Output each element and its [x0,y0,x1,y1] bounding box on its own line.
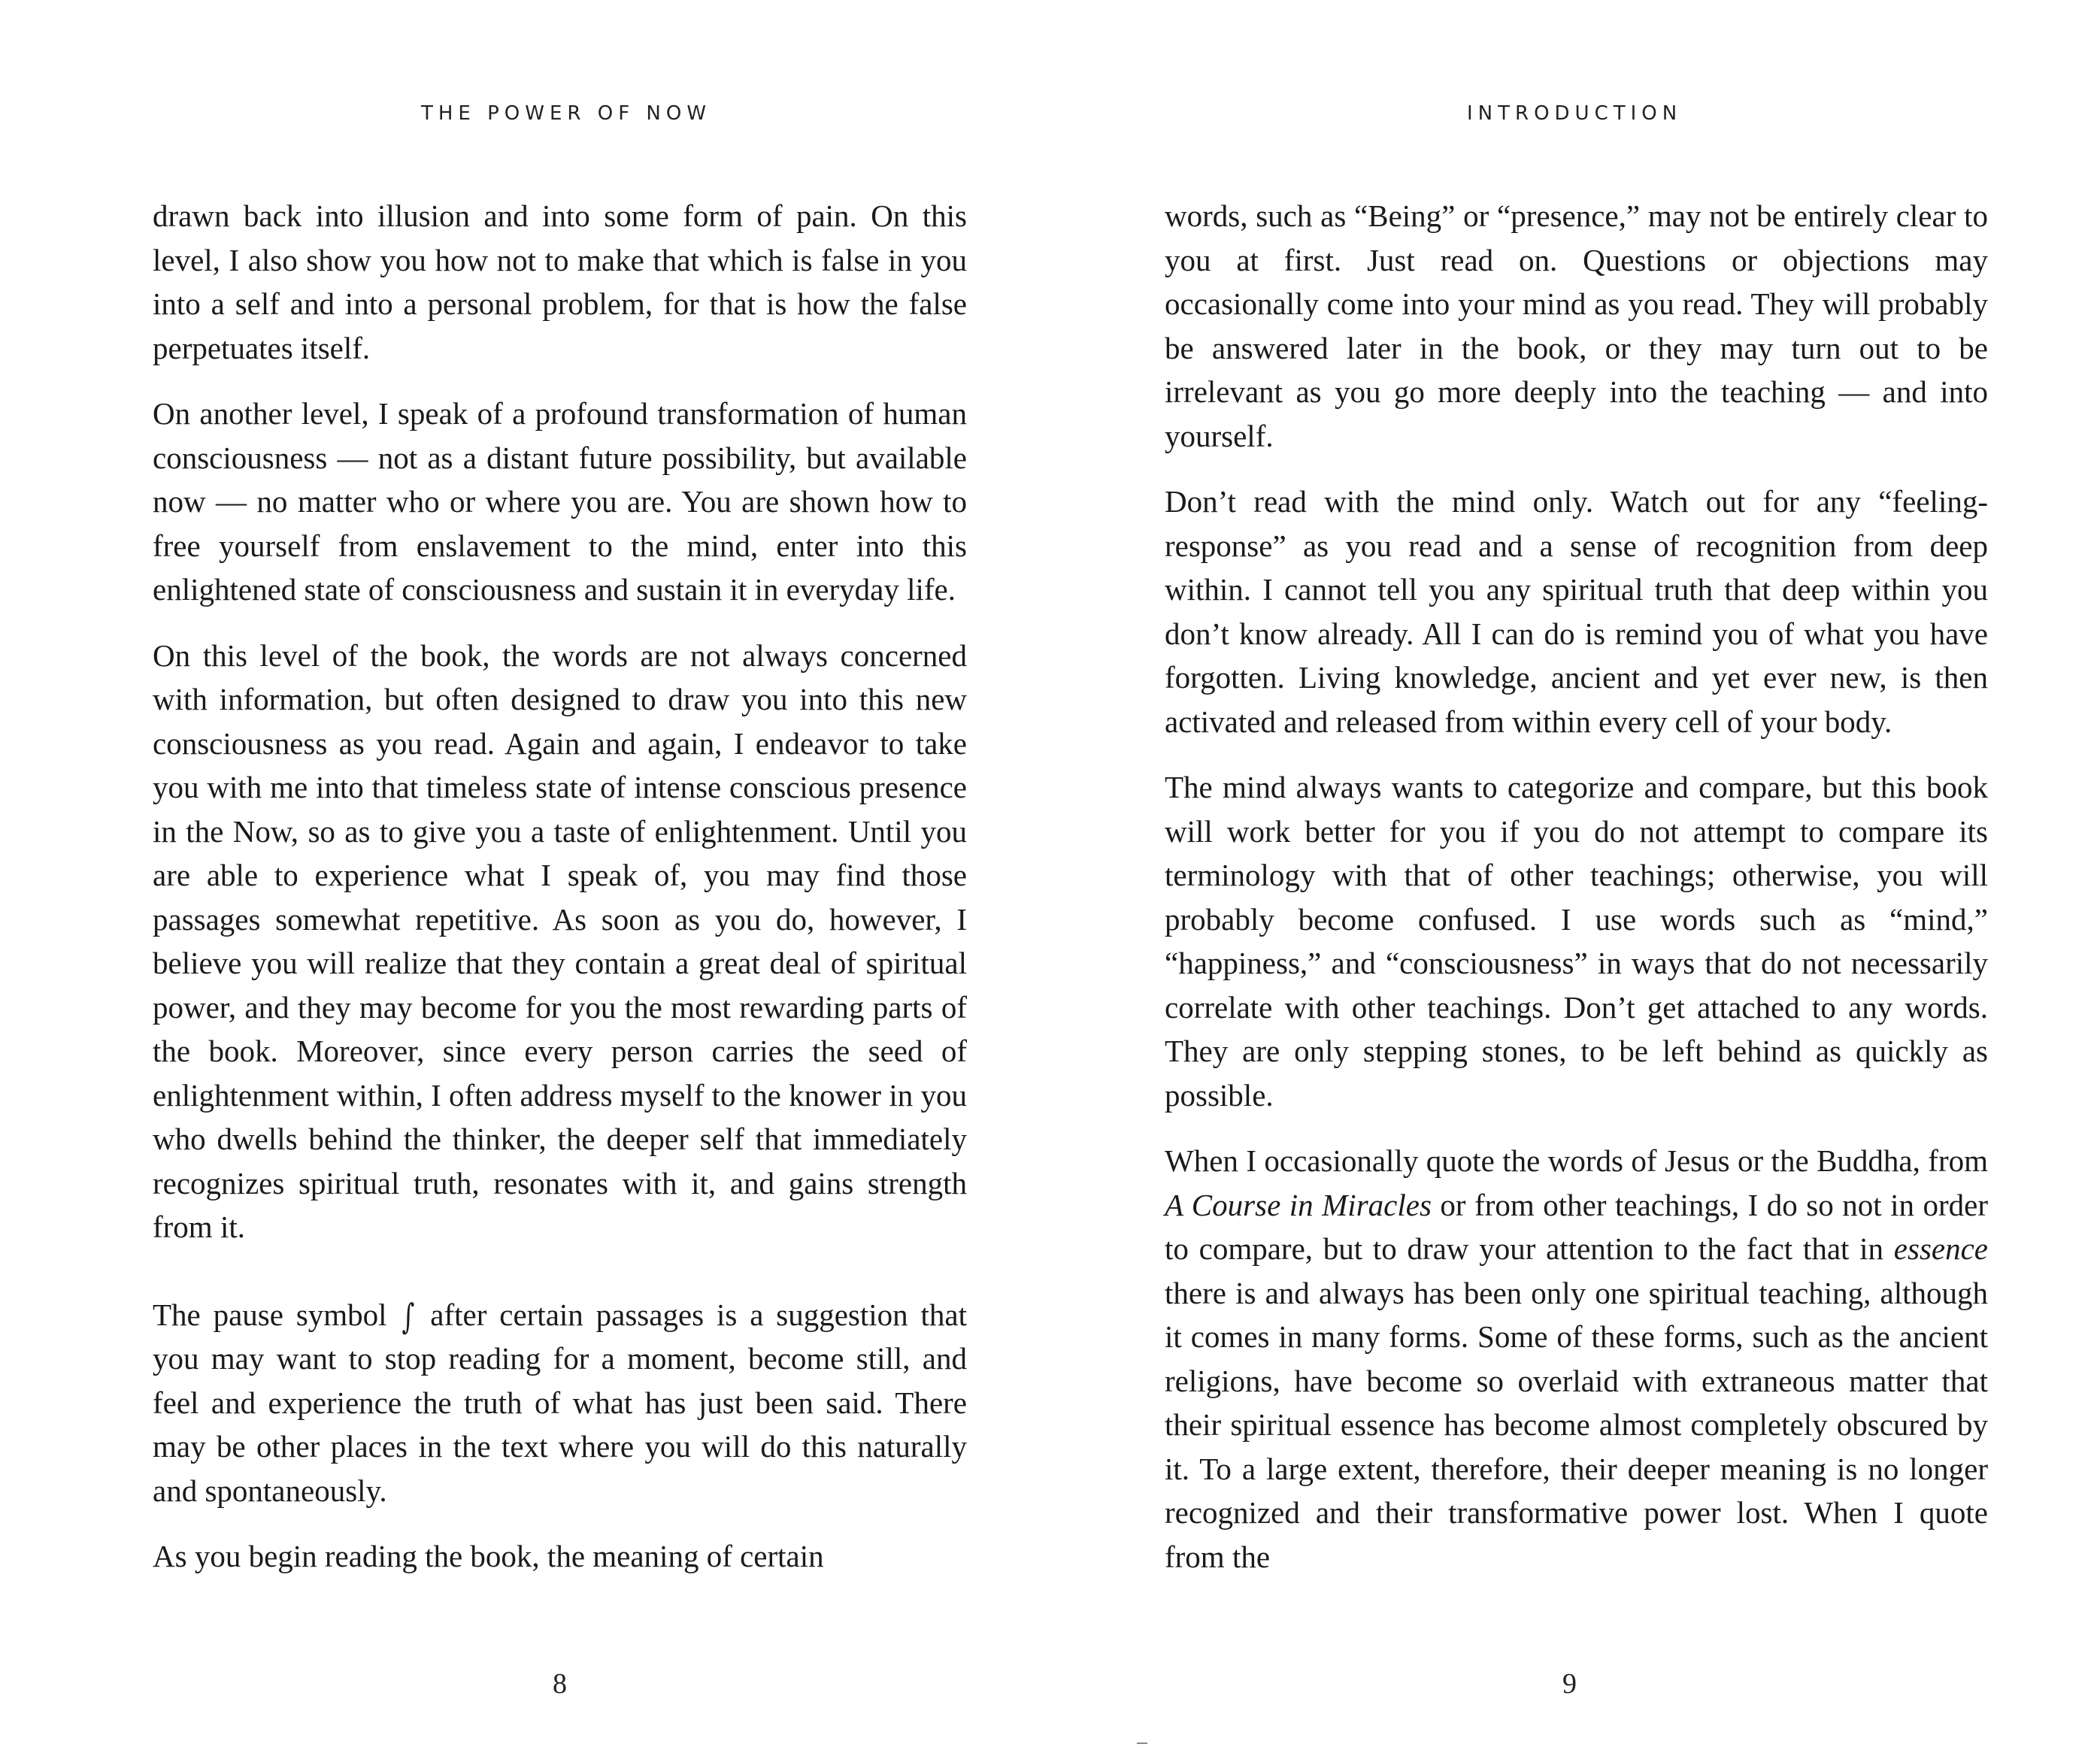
left-page-body [153,194,967,1600]
running-head-chapter-title: INTRODUCTION [1467,102,1683,125]
right-page-body [1165,194,1988,1600]
paragraph: As you begin reading the book, the meaning of certain [153,1539,824,1573]
paragraph: drawn back into illusion and into some form of pain. On this level, I also show you how not to make that which is false in you into a self and into a personal problem, for that is how the false perpetuates itself. [153,198,967,365]
book-title-italic: A Course in Miracles [1165,1187,1432,1222]
paragraph: The mind always wants to categorize and compare, but this book will work better for you if you do not attempt to compare its terminology with that of other teachings; otherwise, you will probably become confused. I use words such as “mind,” “happiness,” and “consciousness” in ways that do not necessarily correlate with other teachings. Don’t get attached to any words. They are only stepping stones, to be left behind as quickly as possible. [1165,770,1988,1113]
paragraph: words, such as “Being” or “presence,” may not be entirely clear to you at first. Just read on. Questions or objections may occasionally come into your mind as you read. They will probably be answered later in the book, or they may turn out to be irrelevant as you go more deeply into the teaching — and into yourself. [1165,198,1988,453]
paragraph: On this level of the book, the words are not always concerned with information, but often designed to draw you into this new consciousness as you read. Again and again, I endeavor to take you with me into that timeless state of intense conscious presence in the Now, so as to give you a taste of enlightenment. Until you are able to experience what I speak of, you may find those passages somewhat repetitive. As soon as you do, however, I believe you will realize that they contain a great deal of spiritual power, and they may become for you the most rewarding parts of the book. Moreover, since every person carries the seed of enlightenment within, I often address myself to the knower in you who dwells behind the thinker, the deeper self that immediately recognizes spiritual truth, resonates with it, and gains strength from it. [153,637,967,1244]
paragraph-text: When I occasionally quote the words of Jesus or the Buddha, from [1165,1143,1988,1178]
page-number: 8 [553,1668,567,1700]
running-head-book-title: THE POWER OF NOW [421,102,712,125]
quote-paragraph [1165,1139,1988,1579]
paragraph: On another level, I speak of a profound transformation of human consciousness — not as a distant future possibility, but available now — no matter who or where you are. You are shown how to free yourself from enslavement to the mind, enter into this enlightened state of consciousness and sustain it in everyday life. [153,396,967,607]
paragraph-text: after certain passages is a suggestion that you may want to stop reading for a moment, become still, and feel and experience the truth of what has just been said. There may be other places in the text where you will do this naturally and spontaneously. [153,1297,968,1508]
paragraph-text: The pause symbol [153,1297,387,1332]
paragraph-text: or from other teachings, I do so not in order to compare, but to draw your attention to the fact that in [1165,1187,1989,1266]
right-page [1050,0,2100,1747]
pause-symbol-paragraph [153,1293,967,1513]
paragraph-text: there is and always has been only one spiritual teaching, although it comes in many forms. Some of these forms, such as the ancient religions, have become so overlaid with extraneous matter that their spiritual essence has become almost completely obscured by it. To a large extent, therefore, their deeper meaning is no longer recognized and their transformative power lost. When I quote from the [1165,1275,1988,1574]
emphasis-italic: essence [1893,1231,1988,1266]
pause-symbol-icon: ∫ [402,1295,415,1337]
scan-artifact-mark [1137,1742,1147,1744]
paragraph: Don’t read with the mind only. Watch out for any “feeling-response” as you read and a sense of recognition from deep within. I cannot tell you any spiritual truth that deep within you don’t know already. All I can do is remind you of what you have forgotten. Living knowledge, ancient and yet ever new, is then activated and released from within every cell of your body. [1165,484,1988,739]
page-number: 9 [1562,1668,1577,1700]
